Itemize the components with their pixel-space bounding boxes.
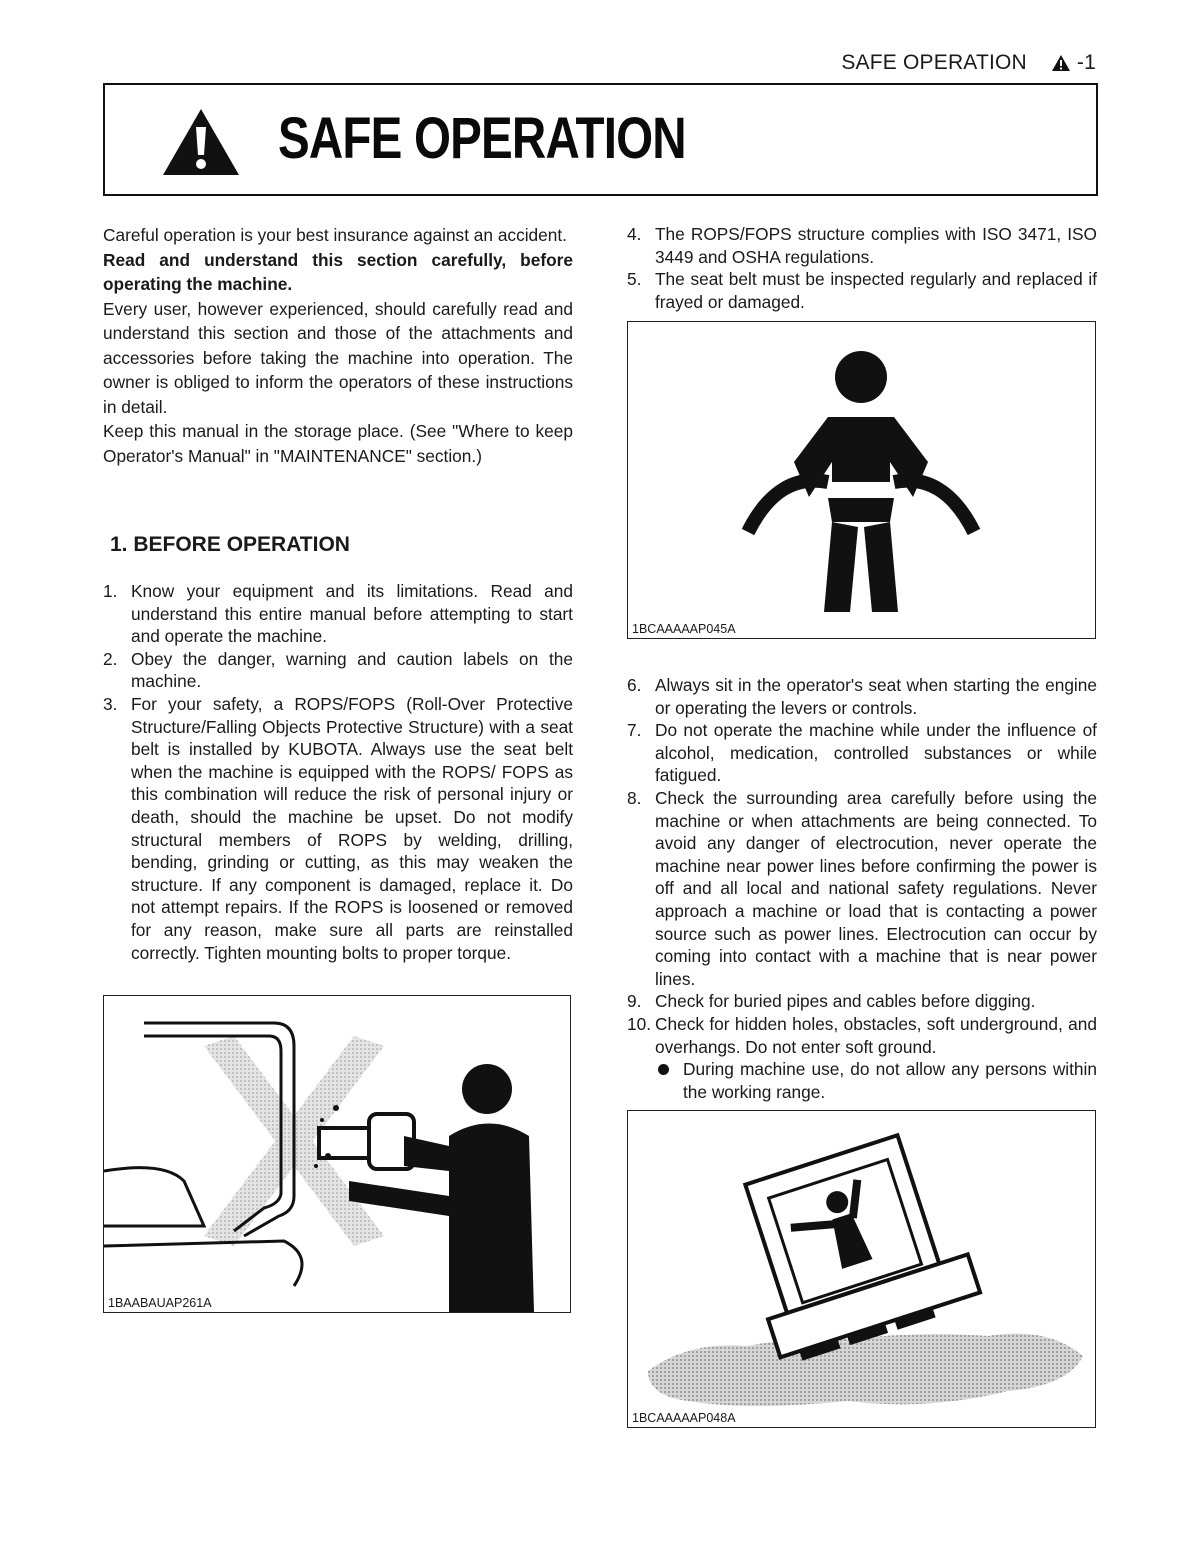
list-item: 2. Obey the danger, warning and caution labels on the machine. — [103, 648, 573, 692]
list-right-bottom — [627, 674, 1097, 1103]
list-right-top — [627, 223, 1097, 313]
figure-seat-belt — [627, 321, 1096, 639]
list-item: 6. Always sit in the operator's seat when starting the engine or operating the levers or controls. — [627, 675, 1097, 718]
running-header — [841, 51, 1096, 75]
page-title: SAFE OPERATION — [278, 106, 686, 171]
intro-p4: Keep this manual in the storage place. (See "Where to keep Operator's Manual" in "MAINTENANCE" section.) — [103, 421, 573, 466]
figure-soft-ground — [627, 1110, 1096, 1428]
list-item: 7. Do not operate the machine while under the influence of alcohol, medication, controlled substances or while fatigued. — [627, 720, 1097, 786]
list-item: 3. For your safety, a ROPS/FOPS (Roll-Over Protective Structure/Falling Objects Protective Structure) with a seat belt is installed by KUBOTA. Always use the seat belt when the machine is equipped with the ROPS/ FOPS as this combination will reduce the risk of personal injury or death, should the machine be upset. Do not modify structural members of ROPS by welding, drilling, bending, grinding or cutting, as this may weaken the structure. If any component is damaged, replace it. Do not attempt repairs. If the ROPS is loosened or removed for any reason, make sure all parts are reinstalled correctly. Tighten mounting bolts to proper torque. — [103, 693, 573, 963]
figure-code: 1BAABAUAP261A — [108, 1296, 212, 1310]
list-item: 8. Check the surrounding area carefully before using the machine or when attachments are being connected. To avoid any danger of electrocution, never operate the machine near power lines before confirming the power is off and all local and national safety regulations. Never approach a machine or load that is contacting a power source such as power lines. Electrocution can occur by coming into contact with a machine that is near power lines. — [627, 787, 1097, 989]
list-item: 4. The ROPS/FOPS structure complies with ISO 3471, ISO 3449 and OSHA regulations. — [627, 224, 1097, 267]
list-item: 5. The seat belt must be inspected regularly and replaced if frayed or damaged. — [627, 269, 1097, 312]
figure-rops-no-weld — [103, 995, 571, 1313]
title-box — [103, 83, 1098, 196]
rops-no-weld-illustration — [104, 996, 570, 1312]
intro-p3: Every user, however experienced, should carefully read and understand this section and those of the attachments and accessories before taking the machine into operation. The owner is obliged to inform the operators of these instructions in detail. — [103, 298, 573, 417]
bullet-item: During machine use, do not allow any persons within the working range. — [627, 1058, 1097, 1103]
figure-code: 1BCAAAAAP045A — [632, 622, 736, 636]
seat-belt-illustration — [628, 322, 1095, 638]
warning-triangle-icon — [161, 107, 241, 177]
section-heading: 1. BEFORE OPERATION — [110, 533, 350, 556]
soft-ground-illustration — [628, 1111, 1095, 1427]
running-header-section: SAFE OPERATION — [841, 51, 1027, 74]
list-item: 1. Know your equipment and its limitations. Read and understand this entire manual before attempting to start and operate the machine. — [103, 581, 573, 647]
warning-triangle-icon — [1051, 54, 1071, 72]
list-item: 10. Check for hidden holes, obstacles, soft underground, and overhangs. Do not enter soft ground. — [627, 1013, 1097, 1057]
intro-text — [103, 223, 573, 468]
list-left — [103, 580, 573, 964]
intro-p1: Careful operation is your best insurance against an accident. — [103, 225, 567, 245]
list-item: 9. Check for buried pipes and cables before digging. — [627, 991, 1036, 1012]
bullet-icon — [658, 1064, 669, 1075]
page-number: -1 — [1076, 51, 1096, 74]
intro-p2: Read and understand this section carefully, before operating the machine. — [103, 249, 573, 294]
figure-code: 1BCAAAAAP048A — [632, 1411, 736, 1425]
